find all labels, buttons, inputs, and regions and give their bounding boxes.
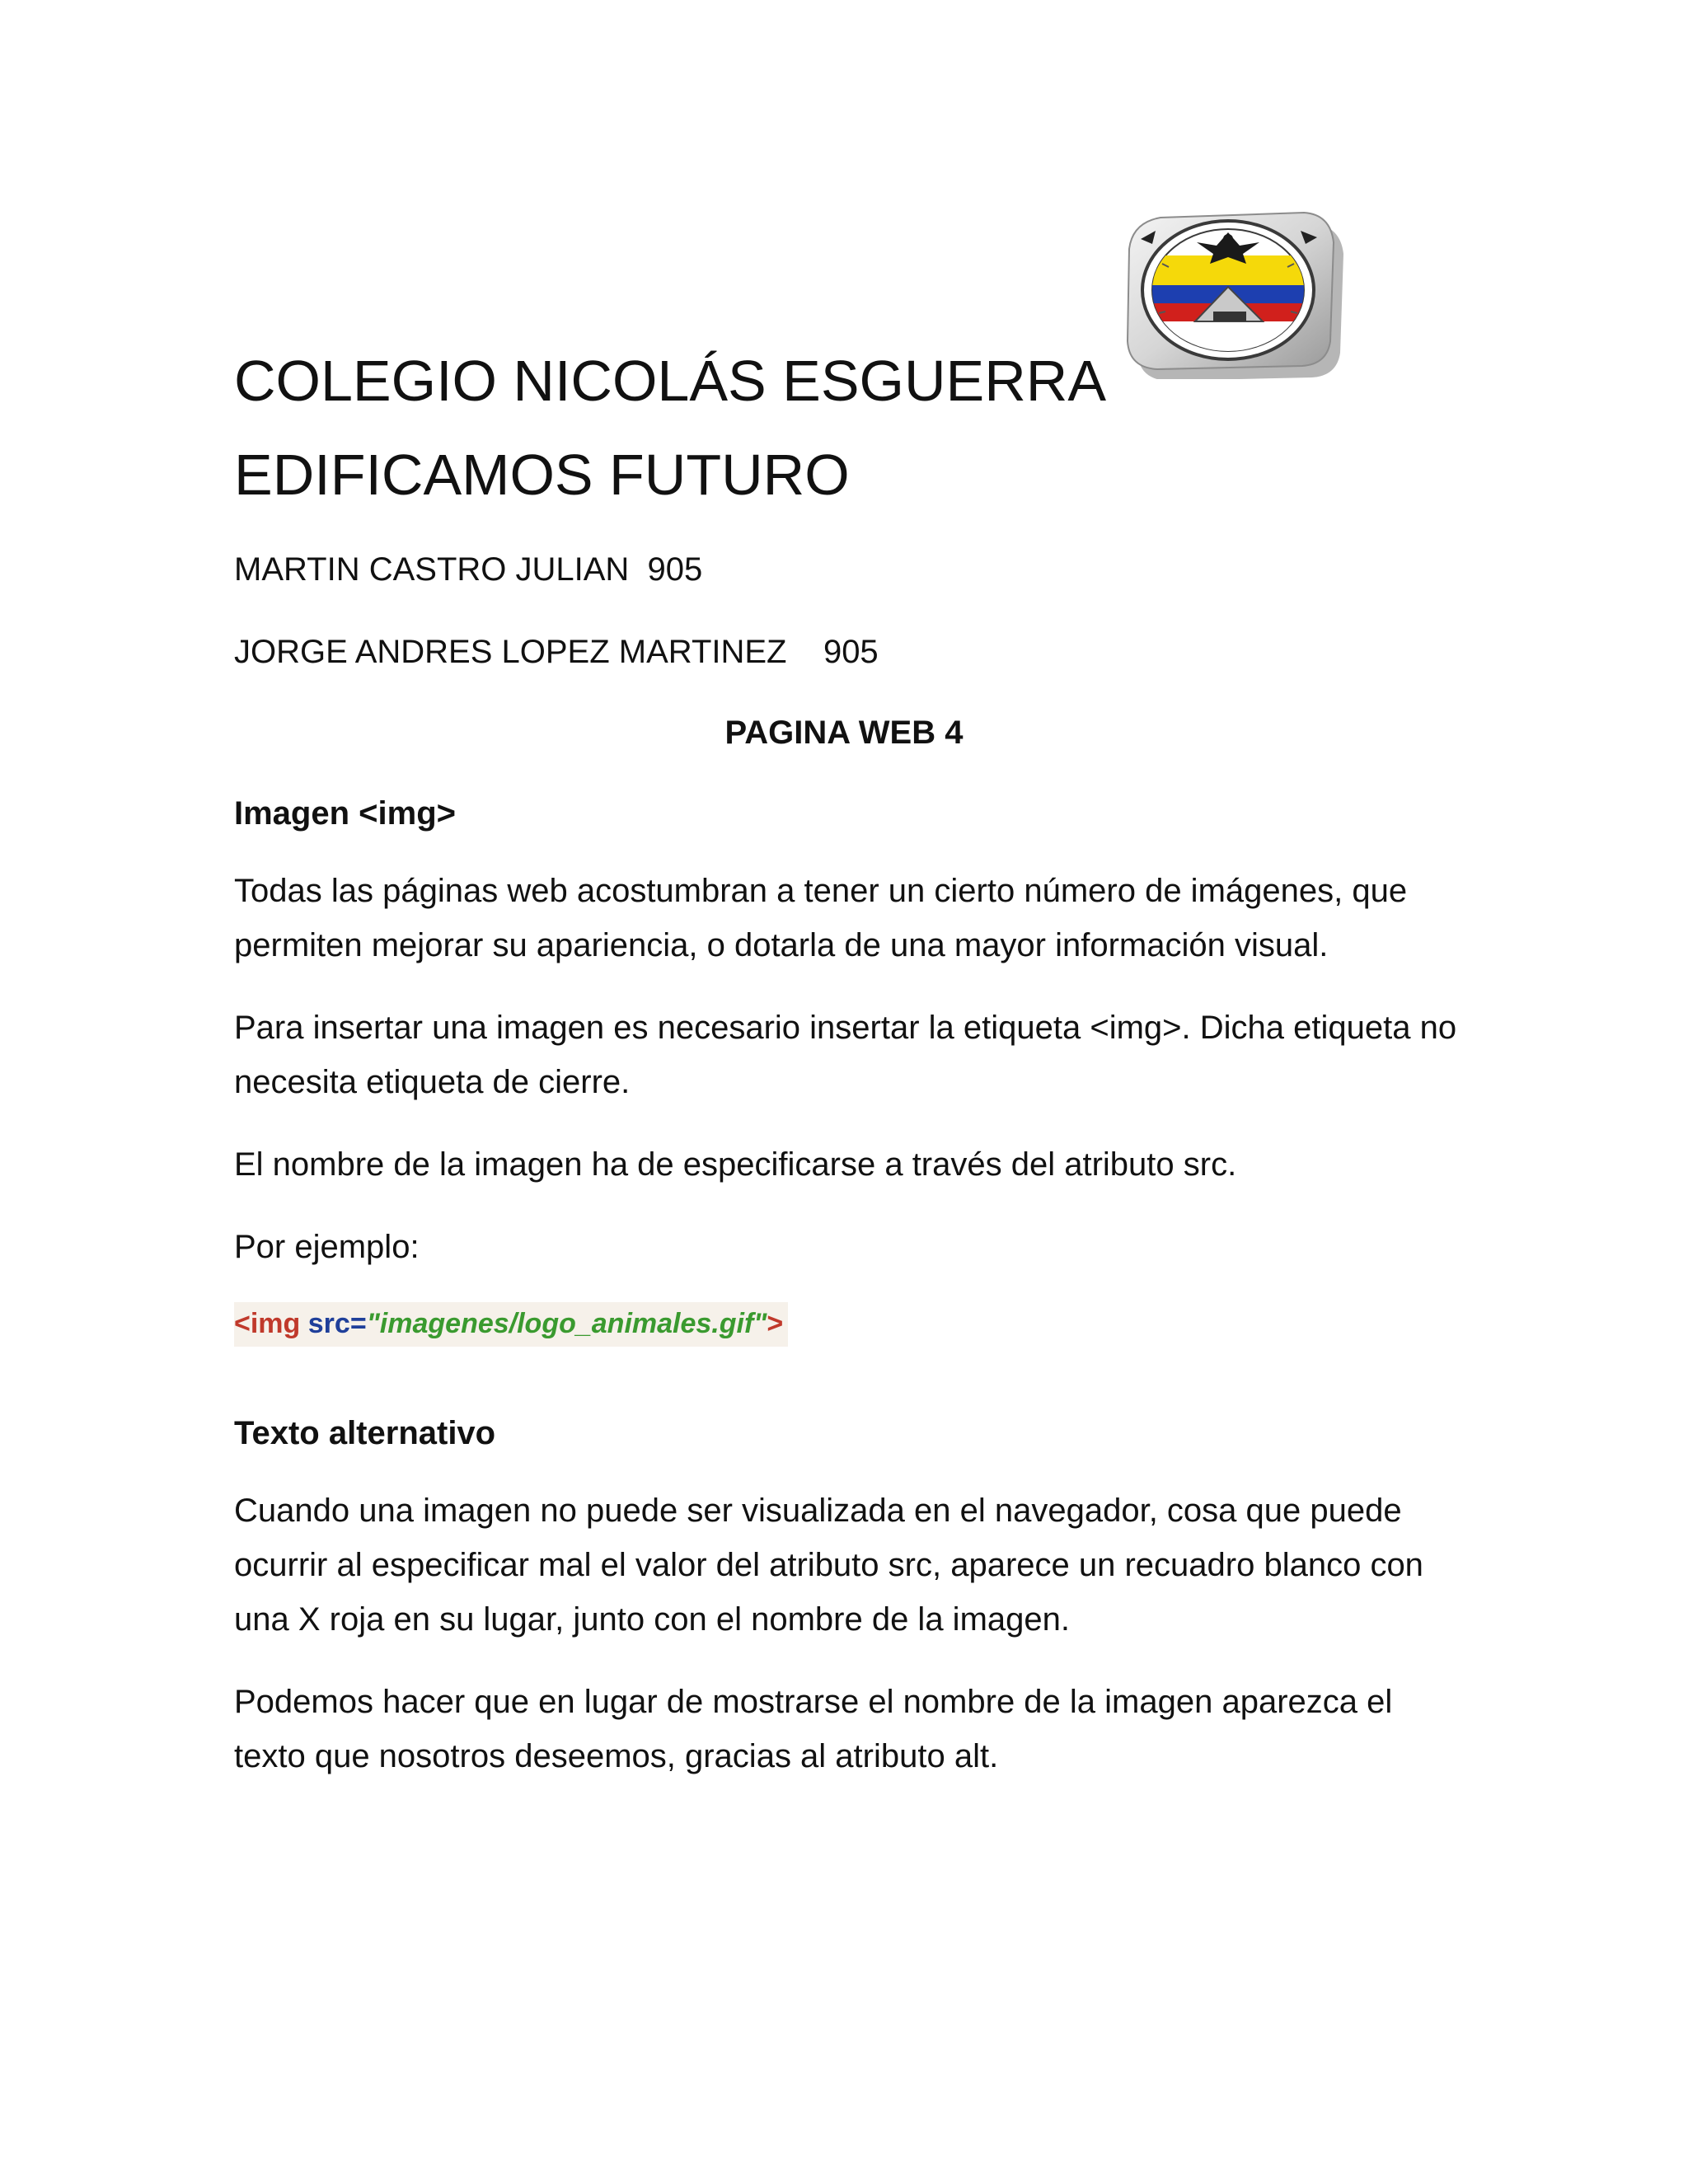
school-name: COLEGIO NICOLÁS ESGUERRA xyxy=(234,349,1107,413)
section-heading-image: Imagen <img> xyxy=(234,795,456,832)
student-name: JORGE ANDRES LOPEZ MARTINEZ 905 xyxy=(234,634,879,670)
document-body xyxy=(234,346,1470,1783)
page-title: PAGINA WEB 4 xyxy=(724,715,964,751)
paragraph: Podemos hacer que en lugar de mostrarse el nombre de la imagen aparezca el texto que nosotros deseemos, gracias al atributo alt. xyxy=(234,1684,1393,1774)
code-attribute: src xyxy=(307,1308,350,1339)
paragraph: Todas las páginas web acostumbran a tener un cierto número de imágenes, que permiten mejorar su apariencia, o dotarla de una mayor información visual. xyxy=(234,873,1408,963)
code-value: "imagenes/logo_animales.gif" xyxy=(366,1308,767,1339)
paragraph: Para insertar una imagen es necesario insertar la etiqueta <img>. Dicha etiqueta no necesita etiqueta de cierre. xyxy=(234,1010,1457,1100)
paragraph: El nombre de la imagen ha de especificarse a través del atributo src. xyxy=(234,1146,1237,1183)
code-example xyxy=(234,1302,788,1347)
student-name: MARTIN CASTRO JULIAN 905 xyxy=(234,551,703,588)
code-tag-open: <img xyxy=(234,1308,301,1339)
paragraph: Cuando una imagen no puede ser visualizada en el navegador, cosa que puede ocurrir al especificar mal el valor del atributo src, aparece un recuadro blanco con una X roja en su lugar, junto con el nombre de la imagen. xyxy=(234,1493,1423,1638)
paragraph: Por ejemplo: xyxy=(234,1229,420,1265)
school-motto: EDIFICAMOS FUTURO xyxy=(234,443,850,507)
section-heading-alt: Texto alternativo xyxy=(234,1415,496,1451)
code-tag-close: > xyxy=(767,1308,784,1339)
code-equals: = xyxy=(349,1308,367,1339)
